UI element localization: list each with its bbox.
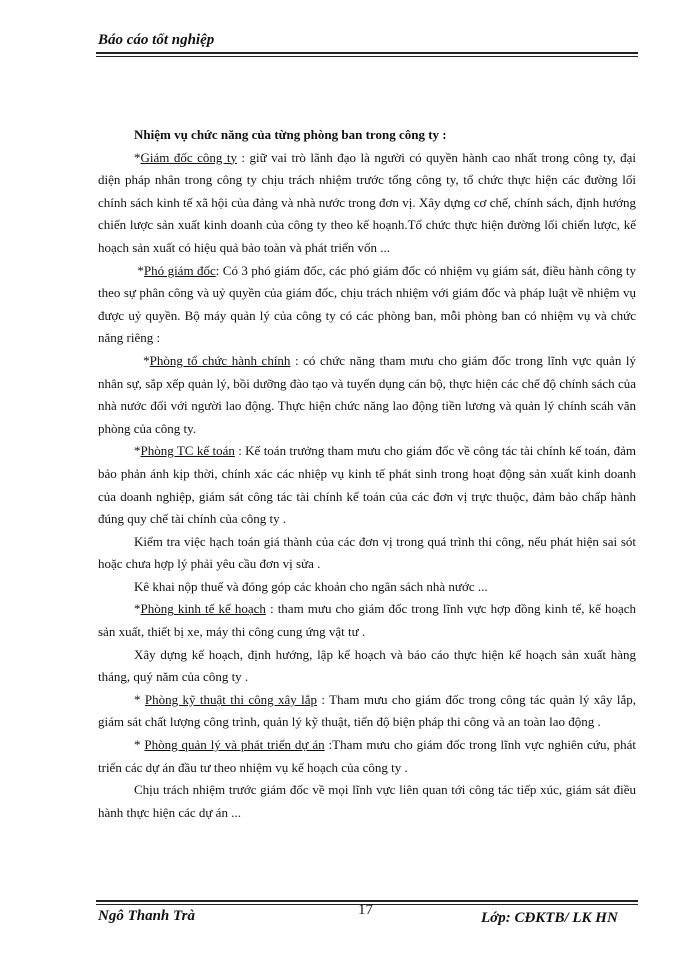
paragraph-giam-doc bbox=[98, 147, 636, 260]
paragraph-xay-dung: Xây dựng kế hoạch, định hướng, lập kế hoạch và báo cáo thực hiện kế hoạch sản xuất hàng tháng, quý năm của công ty . bbox=[98, 646, 636, 685]
header-divider bbox=[96, 52, 638, 54]
term-phong-ke-toan: Phòng TC kế toán bbox=[140, 443, 235, 459]
bullet-prefix: * bbox=[134, 691, 145, 707]
term-phong-du-an: Phòng quản lý và phát triển dự án bbox=[144, 737, 325, 753]
paragraph-text: : giữ vai trò lãnh đạo là người có quyền hành cao nhất trong công ty, đại diện pháp nhân trong công ty chịu trách nhiệm trước tổng công ty, tổ chức thực hiện các đường lối chính sách kinh tế xã hội của đảng và nhà nước trong đơn vị. Xây dựng cơ chế, chính sách, định hướng chiến lược sản xuất kinh doanh của công ty theo kế hoạnh.Tổ chức thực hiện đường lối chiến lược, kế hoạch sản xuất có hiệu quả bảo toàn và phát triển vốn ... bbox=[98, 149, 636, 255]
paragraph-kiem-tra: Kiểm tra việc hạch toán giá thành của các đơn vị trong quá trình thi công, nếu phát hiện sai sót hoặc chưa hợp lý phải yêu cầu đơn vị sửa . bbox=[98, 533, 636, 572]
paragraph-phong-to-chuc bbox=[98, 350, 636, 440]
paragraph-pho-giam-doc bbox=[98, 260, 636, 350]
term-pho-giam-doc: Phó giám đốc bbox=[143, 262, 216, 278]
paragraph-phong-du-an bbox=[98, 734, 636, 779]
paragraph-phong-ky-thuat bbox=[98, 689, 636, 734]
term-phong-to-chuc: Phòng tổ chức hành chính bbox=[149, 352, 291, 368]
term-phong-ky-thuat: Phòng kỹ thuật thi công xây lắp bbox=[144, 691, 318, 707]
paragraph-chiu-trach-nhiem: Chịu trách nhiệm trước giám đốc về mọi lĩnh vực liên quan tới công tác tiếp xúc, giám sát điều hành thực hiện các dự án ... bbox=[98, 782, 636, 820]
class-label: Lớp: CĐKTB/ LK HN bbox=[481, 910, 618, 925]
bullet-prefix: * bbox=[134, 149, 141, 165]
bullet-prefix: * bbox=[134, 443, 141, 459]
term-giam-doc: Giám đốc công ty bbox=[140, 149, 237, 165]
paragraph-text: : tham mưu cho giám đốc trong lĩnh vực hợp đồng kinh tế, kế hoạch sản xuất, thiết bị xe, máy thi công cung ứng vật tư . bbox=[98, 601, 636, 640]
paragraph-phong-kinh-te bbox=[98, 598, 636, 643]
page-number: 17 bbox=[358, 902, 373, 918]
bullet-prefix: * bbox=[134, 737, 145, 753]
bullet-prefix: * bbox=[134, 352, 150, 368]
header-divider-thin bbox=[96, 56, 638, 57]
document-body bbox=[98, 124, 636, 824]
paragraph-phong-ke-toan bbox=[98, 440, 636, 530]
report-header-title: Báo cáo tốt nghiệp bbox=[98, 32, 215, 48]
bullet-prefix: * bbox=[134, 262, 144, 278]
paragraph-ke-khai: Kê khai nộp thuế và đóng góp các khoản cho ngân sách nhà nước ... bbox=[134, 578, 488, 594]
paragraph-text: : có chức năng tham mưu cho giám đốc trong lĩnh vực quản lý nhân sự, sắp xếp quản lý, bồi dưỡng đào tạo và tuyển dụng cán bộ, thực hiện các chế độ chính sách của nhà nước đối với người lao động. Thực hiện chức năng lao động tiền lương và quản lý chính scáh văn phòng của công ty. bbox=[98, 352, 636, 436]
section-heading: Nhiệm vụ chức năng của từng phòng ban trong công ty : bbox=[134, 127, 447, 142]
paragraph-text: :Tham mưu cho giám đốc trong lĩnh vực nghiên cứu, phát triển các dự án đầu tư theo nhiệm vụ kế hoạch của công ty . bbox=[98, 737, 637, 775]
bullet-prefix: * bbox=[134, 601, 141, 617]
author-name: Ngô Thanh Trà bbox=[98, 908, 195, 924]
term-phong-kinh-te: Phòng kinh tế kế hoạch bbox=[140, 601, 266, 617]
paragraph-text: : Tham mưu cho giám đốc trong công tác quản lý xây lắp, giám sát chất lượng công trình, quản lý kỹ thuật, tiến độ biện pháp thi công và an toàn lao động . bbox=[98, 691, 637, 730]
paragraph-text: : Kế toán trưởng tham mưu cho giám đốc về công tác tài chính kế toán, đảm bảo phản ánh kịp thời, chính xác các nhiệp vụ kinh tế phát sinh trong hoạt động sản xuất kinh doanh của doanh nghiệp, giám sát công tác tài chính kế toán của các đơn vị trực thuộc, đảm bảo chấp hành đúng quy chế tài chính của công ty . bbox=[98, 443, 636, 527]
paragraph-text: : Có 3 phó giám đốc, các phó giám đốc có nhiệm vụ giám sát, điều hành công ty theo sự phân công và uỷ quyền của giám đốc, chịu trách nhiệm với giám đốc và pháp luật về nhiệm vụ được uỷ quyền. Bộ máy quản lý của công ty có các phòng ban, mỗi phòng ban có nhiệm vụ và chức năng riêng : bbox=[98, 262, 637, 346]
